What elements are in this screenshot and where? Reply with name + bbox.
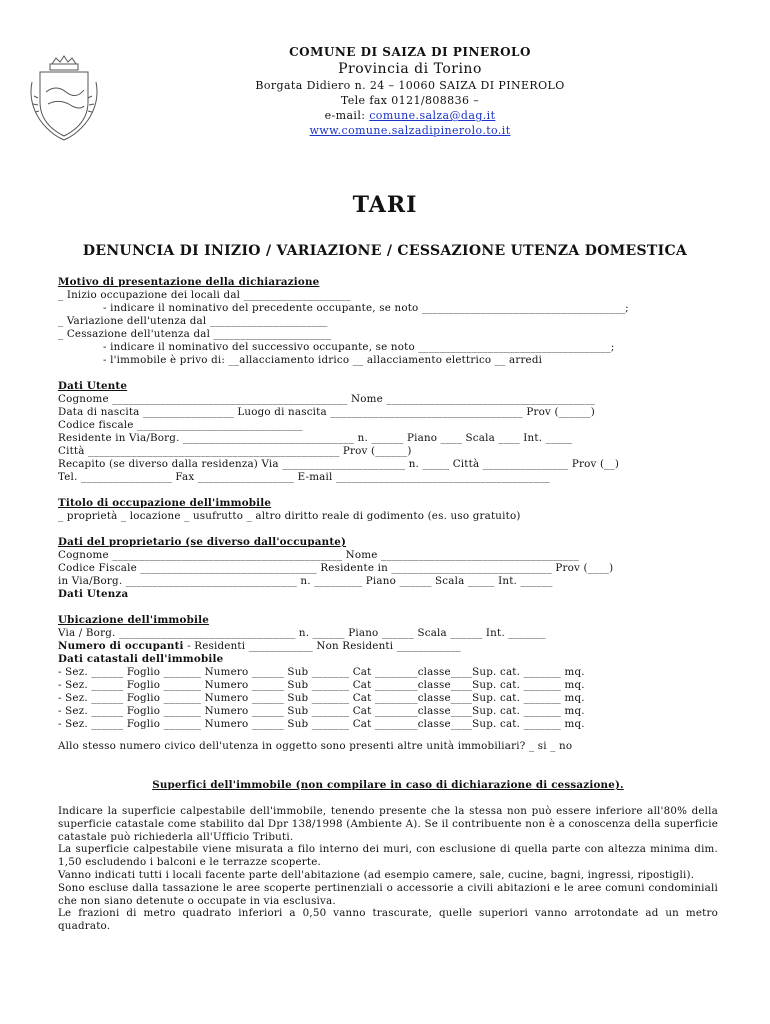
dati-utenza-label: Dati Utenza: [58, 588, 129, 600]
declaration-form: [58, 276, 718, 933]
document-title: TARI: [352, 192, 418, 218]
titolo-occupazione-heading: Titolo di occupazione dell'immobile: [58, 497, 272, 509]
proprietario-cf-field[interactable]: Codice Fiscale _________________________________ Residente in ______________________________ Prov (____): [58, 562, 614, 574]
ubicazione-heading: Ubicazione dell'immobile: [58, 614, 209, 626]
altre-unita-question[interactable]: Allo stesso numero civico dell'utenza in oggetto sono presenti altre unità immobiliari? _ si _ no: [58, 740, 573, 752]
catasto-row[interactable]: - Sez. ______ Foglio _______ Numero ______ Sub _______ Cat ________classe____Sup. cat. _______ mq.: [58, 679, 585, 691]
codice-fiscale-field[interactable]: Codice fiscale _______________________________: [58, 419, 303, 431]
dati-catastali-label: Dati catastali dell'immobile: [58, 653, 224, 665]
comune-name: COMUNE DI SAIZA DI PINEROLO: [289, 45, 531, 59]
nascita-field[interactable]: Data di nascita _________________ Luogo di nascita ____________________________________ Prov (______): [58, 406, 595, 418]
superfici-paragraph: Sono escluse dalla tassazione le aree scoperte pertinenziali o accessorie a civili abitazioni e le aree comuni condominiali che non siano detenute o occupate in via esclusiva.: [58, 881, 718, 907]
titolo-occupazione-checkboxes[interactable]: _ proprietà _ locazione _ usufrutto _ altro diritto reale di godimento (es. uso gratuito): [58, 510, 521, 522]
precedente-occupante-field[interactable]: - indicare il nominativo del precedente occupante, se noto ______________________________________;: [103, 302, 629, 314]
phone-fax: Tele fax 0121/808836 –: [340, 94, 480, 107]
citta-field[interactable]: Città _______________________________________________ Prov (______): [58, 445, 412, 457]
contatti-field[interactable]: Tel. _________________ Fax __________________ E-mail ________________________________________: [58, 471, 550, 483]
inizio-occupazione-field[interactable]: _ Inizio occupazione dei locali dal ____________________: [58, 289, 351, 301]
motivo-heading: Motivo di presentazione della dichiarazione: [58, 276, 320, 288]
document-subtitle: DENUNCIA DI INIZIO / VARIAZIONE / CESSAZIONE UTENZA DOMESTICA: [82, 243, 688, 259]
municipality-header: [180, 44, 640, 138]
email-line: [180, 108, 640, 123]
superfici-paragraph: La superficie calpestabile viene misurata a filo interno dei muri, con esclusione di quella parte con altezza minima dim. 1,50 escludendo i balconi e le terrazze scoperte.: [58, 843, 718, 869]
catasto-row[interactable]: - Sez. ______ Foglio _______ Numero ______ Sub _______ Cat ________classe____Sup. cat. _______ mq.: [58, 666, 585, 678]
variazione-utenza-field[interactable]: _ Variazione dell'utenza dal ______________________: [58, 315, 328, 327]
proprietario-via-field[interactable]: in Via/Borg. ________________________________ n. _________ Piano ______ Scala _____ Int. ______: [58, 575, 553, 587]
superfici-heading: Superfici dell'immobile (non compilare in caso di dichiarazione di cessazione).: [152, 779, 624, 791]
immobile-privo-checkboxes[interactable]: - l'immobile è privo di: __allacciamento idrico __ allacciamento elettrico __ arredi: [103, 354, 543, 366]
catasto-row[interactable]: - Sez. ______ Foglio _______ Numero ______ Sub _______ Cat ________classe____Sup. cat. _______ mq.: [58, 718, 585, 730]
superfici-paragraph: Vanno indicati tutti i locali facente parte dell'abitazione (ad esempio camere, sale, cucine, bagni, ingressi, ripostigli).: [58, 868, 695, 881]
catasto-row[interactable]: - Sez. ______ Foglio _______ Numero ______ Sub _______ Cat ________classe____Sup. cat. _______ mq.: [58, 705, 585, 717]
provincia: Provincia di Torino: [338, 61, 482, 77]
catasto-row[interactable]: - Sez. ______ Foglio _______ Numero ______ Sub _______ Cat ________classe____Sup. cat. _______ mq.: [58, 692, 585, 704]
ubicazione-via-field[interactable]: Via / Borg. _________________________________ n. ______ Piano ______ Scala ______ Int. _______: [58, 627, 546, 639]
recapito-field[interactable]: Recapito (se diverso dalla residenza) Via _______________________ n. _____ Città ________________ Prov (__): [58, 458, 620, 470]
address: Borgata Didiero n. 24 – 10060 SAIZA DI PINEROLO: [255, 79, 565, 92]
coat-of-arms-icon: [26, 52, 102, 144]
cognome-nome-field[interactable]: Cognome ____________________________________________ Nome _______________________________________: [58, 393, 595, 405]
residenza-field[interactable]: Residente in Via/Borg. ________________________________ n. ______ Piano ____ Scala ____ Int. _____: [58, 432, 573, 444]
email-link[interactable]: comune.salza@dag.it: [369, 109, 496, 122]
superfici-paragraph: Indicare la superficie calpestabile dell'immobile, tenendo presente che la stessa non può essere inferiore all'80% della superficie catastale come stabilito dal Dpr 138/1998 (Ambiente A). Se il contribuente non è a conoscenza della superficie catastale può richiederla all'Ufficio Tributi.: [58, 805, 718, 843]
superfici-paragraph: Le frazioni di metro quadrato inferiori a 0,50 vanno trascurate, quelle superiori vanno arrotondate ad un metro quadrato.: [58, 907, 718, 933]
successivo-occupante-field[interactable]: - indicare il nominativo del successivo occupante, se noto ____________________________________;: [103, 341, 615, 353]
website-link[interactable]: www.comune.salzadipinerolo.to.it: [309, 124, 511, 137]
proprietario-heading: Dati del proprietario (se diverso dall'occupante): [58, 536, 347, 548]
numero-occupanti-blanks[interactable]: - Residenti ____________ Non Residenti ____________: [183, 640, 461, 652]
website-line: [180, 123, 640, 138]
proprietario-nome-field[interactable]: Cognome ___________________________________________ Nome _____________________________________: [58, 549, 579, 561]
email-label: e-mail:: [324, 109, 370, 122]
numero-occupanti-field[interactable]: [58, 640, 718, 653]
dati-utente-heading: Dati Utente: [58, 380, 128, 392]
numero-occupanti-label: Numero di occupanti: [58, 640, 184, 652]
cessazione-utenza-field[interactable]: _ Cessazione dell'utenza dal ______________________: [58, 328, 332, 340]
